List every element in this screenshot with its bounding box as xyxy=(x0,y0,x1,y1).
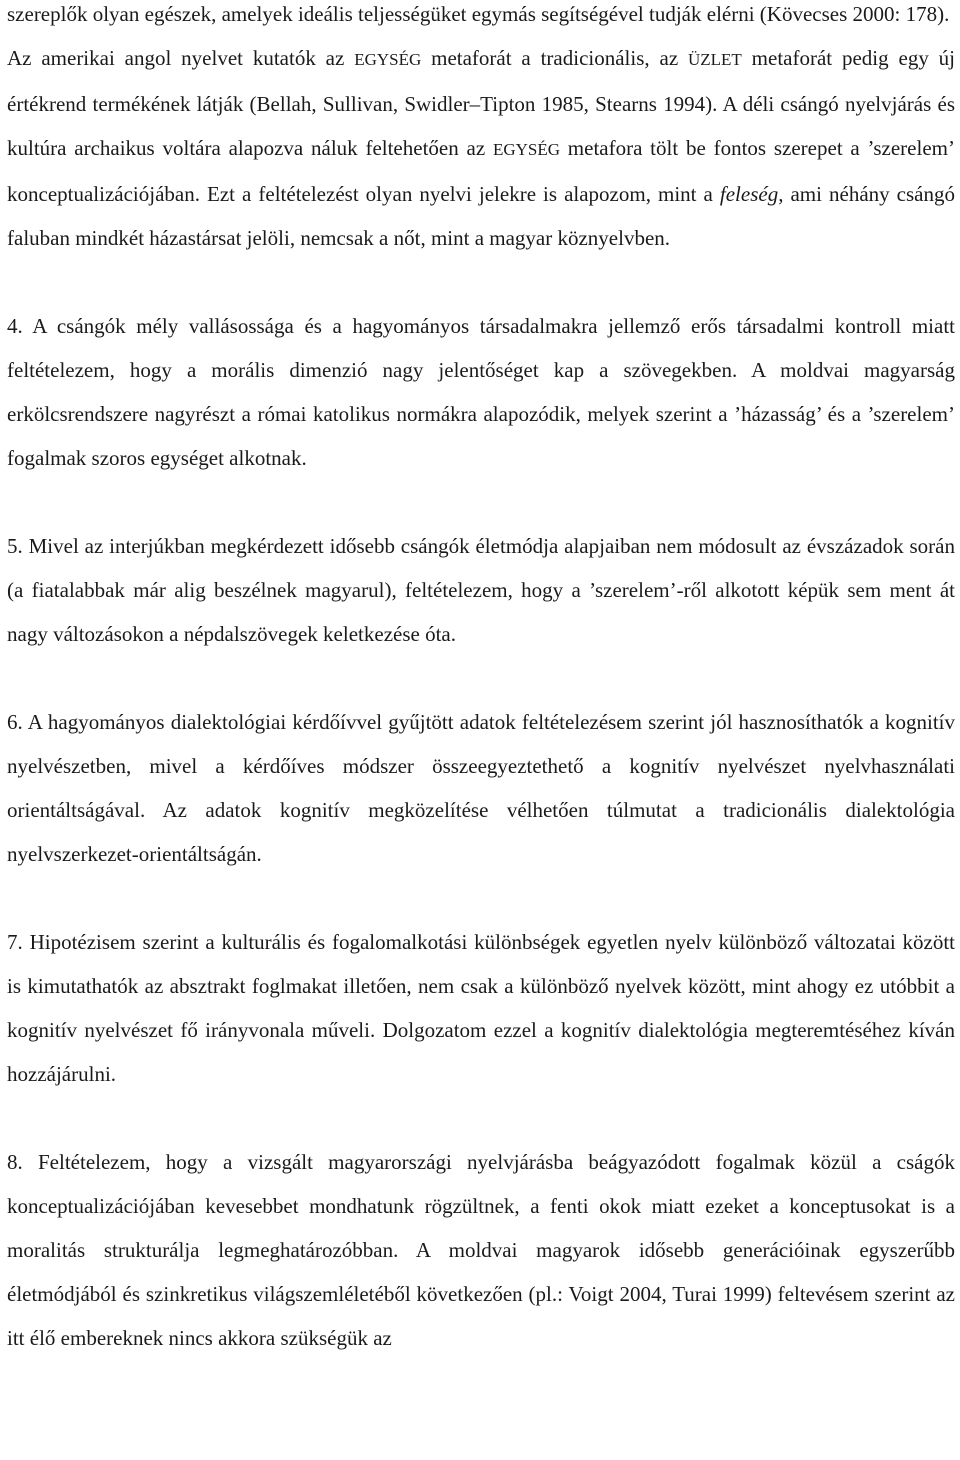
text-run: metaforát a tradicionális, az xyxy=(421,46,688,70)
text-run: 6. A hagyományos dialektológiai kérdőívvel gyűjtött adatok feltételezésem szerint jól hasznosíthatók a kognitív nyelvészetben, mivel a kérdőíves módszer összeegyeztethető a kognitív nyelvészet nyelvhasználati orientáltságával. Az adatok kognitív megközelítése vélhetően túlmutat a tradicionális dialektológia nyelvszerkezet-orientáltságán. xyxy=(7,710,955,866)
p-hypothesis-6 xyxy=(7,700,955,876)
text-run: Az amerikai angol nyelvet kutatók az xyxy=(7,46,355,70)
small-caps-term: EGYSÉG xyxy=(354,50,422,69)
text-run: 4. A csángók mély vallásossága és a hagyományos társadalmakra jellemző erős társadalmi kontroll miatt feltételezem, hogy a morális dimenzió nagy jelentőséget kap a szövegekben. A moldvai magyarság erkölcsrendszere nagyrészt a római katolikus normákra alapozódik, melyek szerint a ’házasság’ és a ’szerelem’ fogalmak szoros egységet alkotnak. xyxy=(7,314,955,470)
p-intro-continuation xyxy=(7,0,955,36)
p-metaphors xyxy=(7,36,955,260)
text-run: metafora tölt be fontos szerepet a ’szerelem’ konceptualizációjában. Ezt a feltételezést olyan nyelvi jelekre is alapozom, mint a xyxy=(7,136,955,206)
italic-term: feleség xyxy=(719,182,779,206)
p-hypothesis-8 xyxy=(7,1140,955,1360)
small-caps-term: EGYSÉG xyxy=(492,140,560,159)
p-hypothesis-4 xyxy=(7,304,955,480)
text-run: 7. Hipotézisem szerint a kulturális és fogalomalkotási különbségek egyetlen nyelv különböző változatai között is kimutathatók az absztrakt foglmakat illetően, nem csak a különböző nyelvek között, mint ahogy ez utóbbit a kognitív nyelvészet fő irányvonala műveli. Dolgozatom ezzel a kognitív dialektológia megteremtéséhez kíván hozzájárulni. xyxy=(7,930,955,1086)
text-run: 8. Feltételezem, hogy a vizsgált magyarországi nyelvjárásba beágyazódott fogalmak közül a cságók konceptualizációjában kevesebbet mondhatunk rögzültnek, a fenti okok miatt ezeket a konceptusokat is a moralitás strukturálja legmeghatározóbban. A moldvai magyarok idősebb generációinak egyszerűbb életmódjából és szinkretikus világszemléletéből következően (pl.: Voigt 2004, Turai 1999) feltevésem szerint az itt élő embereknek nincs akkora szükségük az xyxy=(7,1150,955,1350)
document-page xyxy=(7,0,955,1360)
p-hypothesis-5 xyxy=(7,524,955,656)
text-run: metaforát pedig egy új értékrend termékének látják (Bellah, Sullivan, Swidler–Tipton 1985, Stearns 1994). A déli csángó nyelvjárás és kultúra archaikus voltára alapozva náluk feltehetően az xyxy=(7,46,956,160)
p-hypothesis-7 xyxy=(7,920,955,1096)
text-run: szereplők olyan egészek, amelyek ideális teljességüket egymás segítségével tudják elérni (Kövecses 2000: 178). xyxy=(7,2,950,26)
small-caps-term: ÜZLET xyxy=(688,50,742,69)
text-run: 5. Mivel az interjúkban megkérdezett idősebb csángók életmódja alapjaiban nem módosult az évszázadok során (a fiatalabbak már alig beszélnek magyarul), feltételezem, hogy a ’szerelem’-ről alkotott képük sem ment át nagy változásokon a népdalszövegek keletkezése óta. xyxy=(7,534,955,646)
text-run: , ami néhány csángó faluban mindkét házastársat jelöli, nemcsak a nőt, mint a magyar köznyelvben. xyxy=(7,182,955,250)
